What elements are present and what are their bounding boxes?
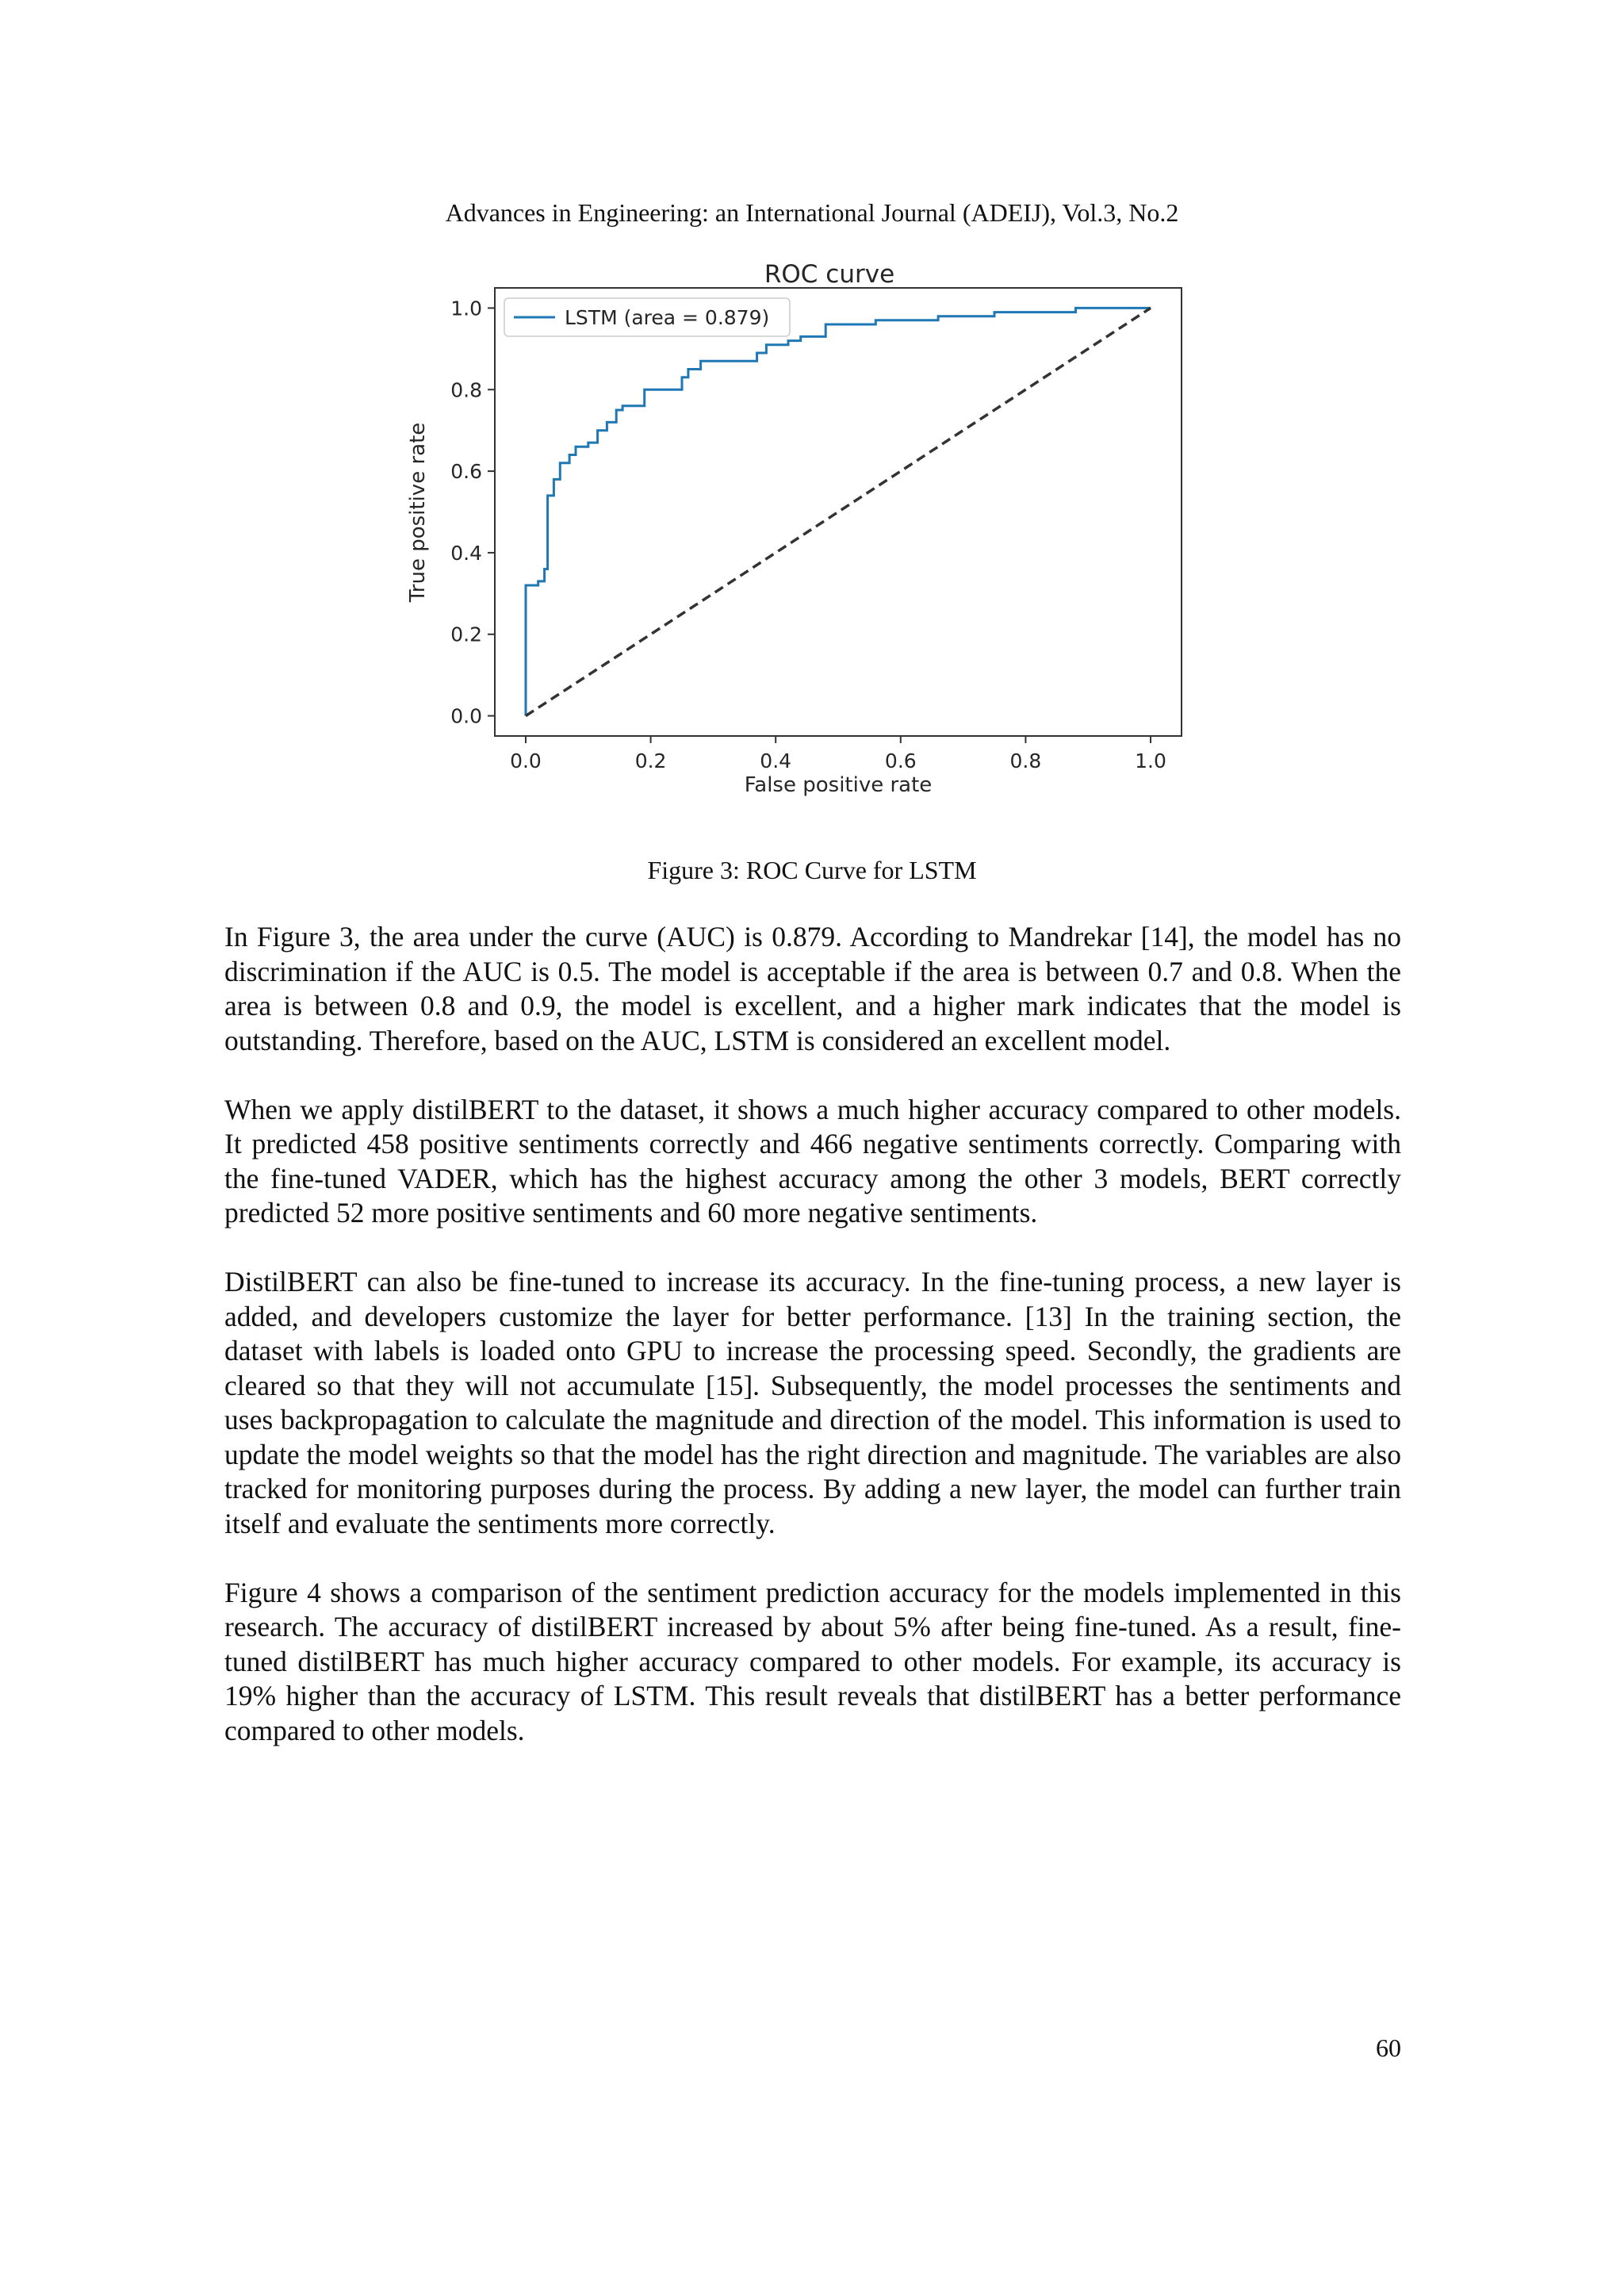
- legend-label-lstm: LSTM (area = 0.879): [565, 306, 770, 329]
- body-paragraph: In Figure 3, the area under the curve (AUC) is 0.879. According to Mandrekar [14], the model has no discrimination if the AUC is 0.5. The model is acceptable if the area is between 0.7 and 0.8. When the area is between 0.8 and 0.9, the model is excellent, and a higher mark indicates that the model is outstanding. Therefore, based on the AUC, LSTM is considered an excellent model.: [224, 921, 1401, 1056]
- running-header: Advances in Engineering: an International Journal (ADEIJ), Vol.3, No.2: [445, 198, 1179, 227]
- body-paragraph: DistilBERT can also be fine-tuned to increase its accuracy. In the fine-tuning process, a new layer is added, and developers customize the layer for better performance. [13] In the training section, the dataset with labels is loaded onto GPU to increase the processing speed. Secondly, the gradients are cleared so that they will not accumulate [15]. Subsequently, the model processes the sentiments and uses backpropagation to calculate the magnitude and direction of the model. This information is used to update the model weights so that the model has the right direction and magnitude. The variables are also tracked for monitoring purposes during the process. By adding a new layer, the model can further train itself and evaluate the sentiments more correctly.: [224, 1266, 1401, 1539]
- chart-legend: [504, 298, 790, 336]
- y-tick-label: 0.2: [450, 623, 482, 646]
- x-tick-label: 0.4: [760, 749, 792, 772]
- x-tick-label: 0.8: [1009, 749, 1042, 772]
- body-text: [224, 920, 1401, 1783]
- page-number: 60: [1376, 2033, 1401, 2062]
- y-tick-label: 0.4: [450, 541, 482, 565]
- y-axis-label: True positive rate: [406, 422, 430, 603]
- x-axis-label: False positive rate: [744, 773, 933, 797]
- x-tick-label: 0.2: [634, 749, 667, 772]
- roc-figure: [396, 246, 1205, 817]
- chance-diagonal-line: [526, 308, 1151, 715]
- y-tick-label: 1.0: [450, 297, 482, 320]
- x-tick-label: 1.0: [1135, 749, 1166, 772]
- figure-caption: Figure 3: ROC Curve for LSTM: [647, 856, 977, 884]
- body-paragraph: When we apply distilBERT to the dataset, it shows a much higher accuracy compared to other models. It predicted 458 positive sentiments correctly and 466 negative sentiments correctly. Comparing with the fine-tuned VADER, which has the highest accuracy among the other 3 models, BERT correctly predicted 52 more positive sentiments and 60 more negative sentiments.: [224, 1093, 1401, 1228]
- plot-frame: [495, 288, 1182, 736]
- x-tick-label: 0.6: [884, 749, 917, 772]
- chart-title: ROC curve: [764, 260, 895, 289]
- y-tick-label: 0.0: [450, 704, 482, 728]
- body-paragraph: Figure 4 shows a comparison of the sentiment prediction accuracy for the models implemented in this research. The accuracy of distilBERT increased by about 5% after being fine-tuned. As a result, fine-tuned distilBERT has much higher accuracy compared to other models. For example, its accuracy is 19% higher than the accuracy of LSTM. This result reveals that distilBERT has a better performance compared to other models.: [224, 1576, 1401, 1746]
- y-tick-label: 0.8: [450, 378, 482, 402]
- y-tick-label: 0.6: [450, 460, 482, 484]
- roc-chart: [396, 246, 1205, 817]
- x-tick-label: 0.0: [510, 749, 542, 772]
